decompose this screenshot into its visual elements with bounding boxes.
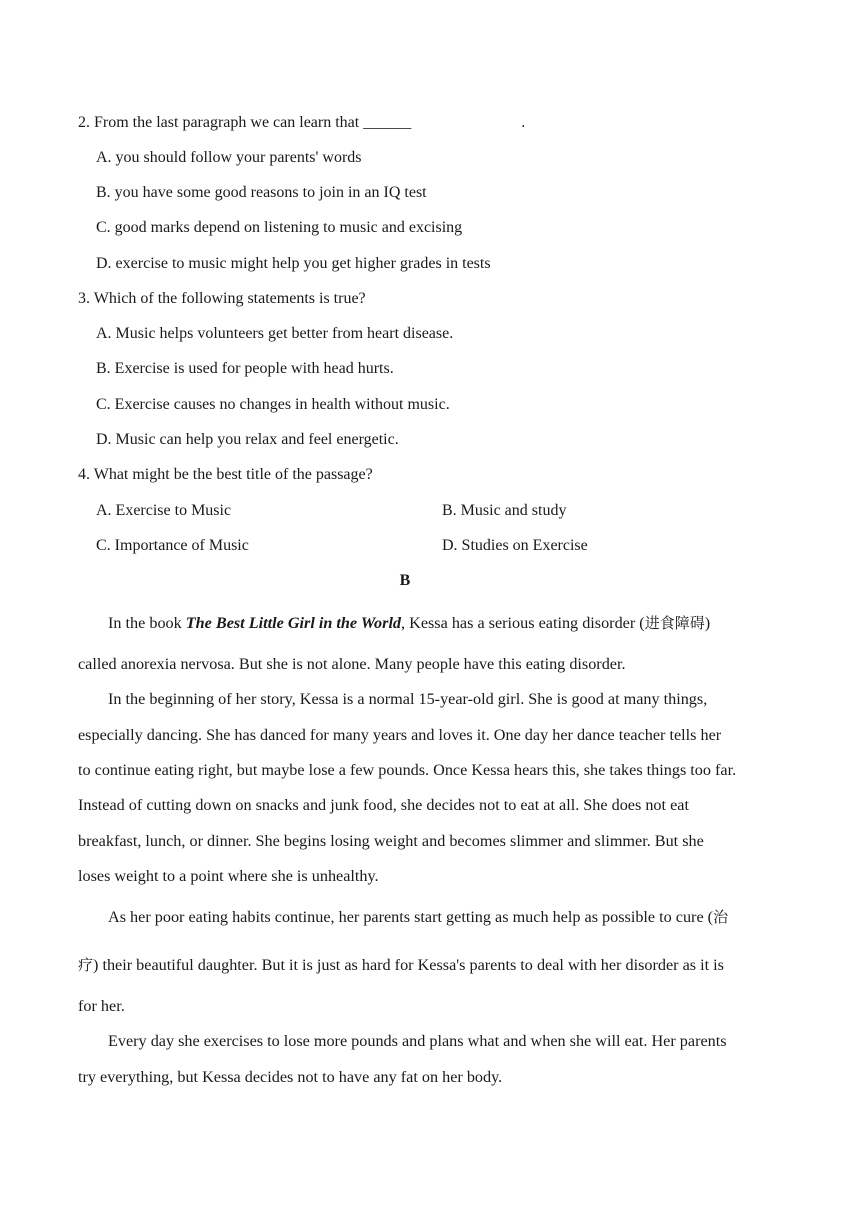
passage-p2-line5: breakfast, lunch, or dinner. She begins losing weight and becomes slimmer and slimmer. But she [78,832,704,850]
question-2-stem [78,113,525,133]
p1-pre: In the book [108,614,186,632]
q3-option-b: B. Exercise is used for people with head hurts. [96,360,394,377]
passage-p2-line1: In the beginning of her story, Kessa is a normal 15-year-old girl. She is good at many things, [108,690,708,708]
q4-option-b: B. Music and study [442,502,567,519]
p1-post: , Kessa has a serious eating disorder ( [401,614,645,632]
passage-p2-line6: loses weight to a point where she is unhealthy. [78,867,379,885]
passage-p3-line3: for her. [78,997,125,1015]
p3-line2-text: ) their beautiful daughter. But it is just as hard for Kessa's parents to deal with her disorder as it is [93,956,724,974]
q3-option-d: D. Music can help you relax and feel energetic. [96,431,399,448]
passage-p1-line2: called anorexia nervosa. But she is not alone. Many people have this eating disorder. [78,655,626,673]
passage-p3-line1 [108,907,728,927]
q4-option-c: C. Importance of Music [96,537,249,554]
passage-p1-line1 [108,613,710,633]
passage-p2-line3: to continue eating right, but maybe lose a few pounds. Once Kessa hears this, she takes things too far. [78,761,737,779]
book-title: The Best Little Girl in the World [185,614,402,632]
question-4-stem: 4. What might be the best title of the passage? [78,466,373,483]
p3-line1-text: As her poor eating habits continue, her parents start getting as much help as possible to cure ( [108,908,714,926]
p3-chinese-gloss-2: 疗 [78,956,94,974]
p1-chinese-gloss: 进食障碍 [644,614,705,632]
question-2-text: 2. From the last paragraph we can learn that ______ [78,114,412,131]
passage-p2-line4: Instead of cutting down on snacks and junk food, she decides not to eat at all. She does not eat [78,796,689,814]
passage-p2-line2: especially dancing. She has danced for many years and loves it. One day her dance teacher tells her [78,726,722,744]
section-b-heading: B [399,572,411,589]
q2-option-d: D. exercise to music might help you get higher grades in tests [96,255,491,272]
passage-p4-line1: Every day she exercises to lose more pounds and plans what and when she will eat. Her parents [108,1032,727,1050]
question-3-stem: 3. Which of the following statements is true? [78,290,366,307]
q3-option-a: A. Music helps volunteers get better from heart disease. [96,325,454,342]
q4-option-a: A. Exercise to Music [96,502,232,519]
p1-close: ) [704,614,711,632]
p3-chinese-gloss-1: 治 [713,908,729,926]
passage-p3-line2 [78,955,724,975]
q3-option-c: C. Exercise causes no changes in health without music. [96,396,450,413]
q2-option-b: B. you have some good reasons to join in an IQ test [96,184,427,201]
q4-option-d: D. Studies on Exercise [442,537,588,554]
question-2-end: . [521,114,526,131]
q2-option-c: C. good marks depend on listening to music and excising [96,219,463,236]
passage-p4-line2: try everything, but Kessa decides not to have any fat on her body. [78,1068,503,1086]
q2-option-a: A. you should follow your parents' words [96,149,362,166]
